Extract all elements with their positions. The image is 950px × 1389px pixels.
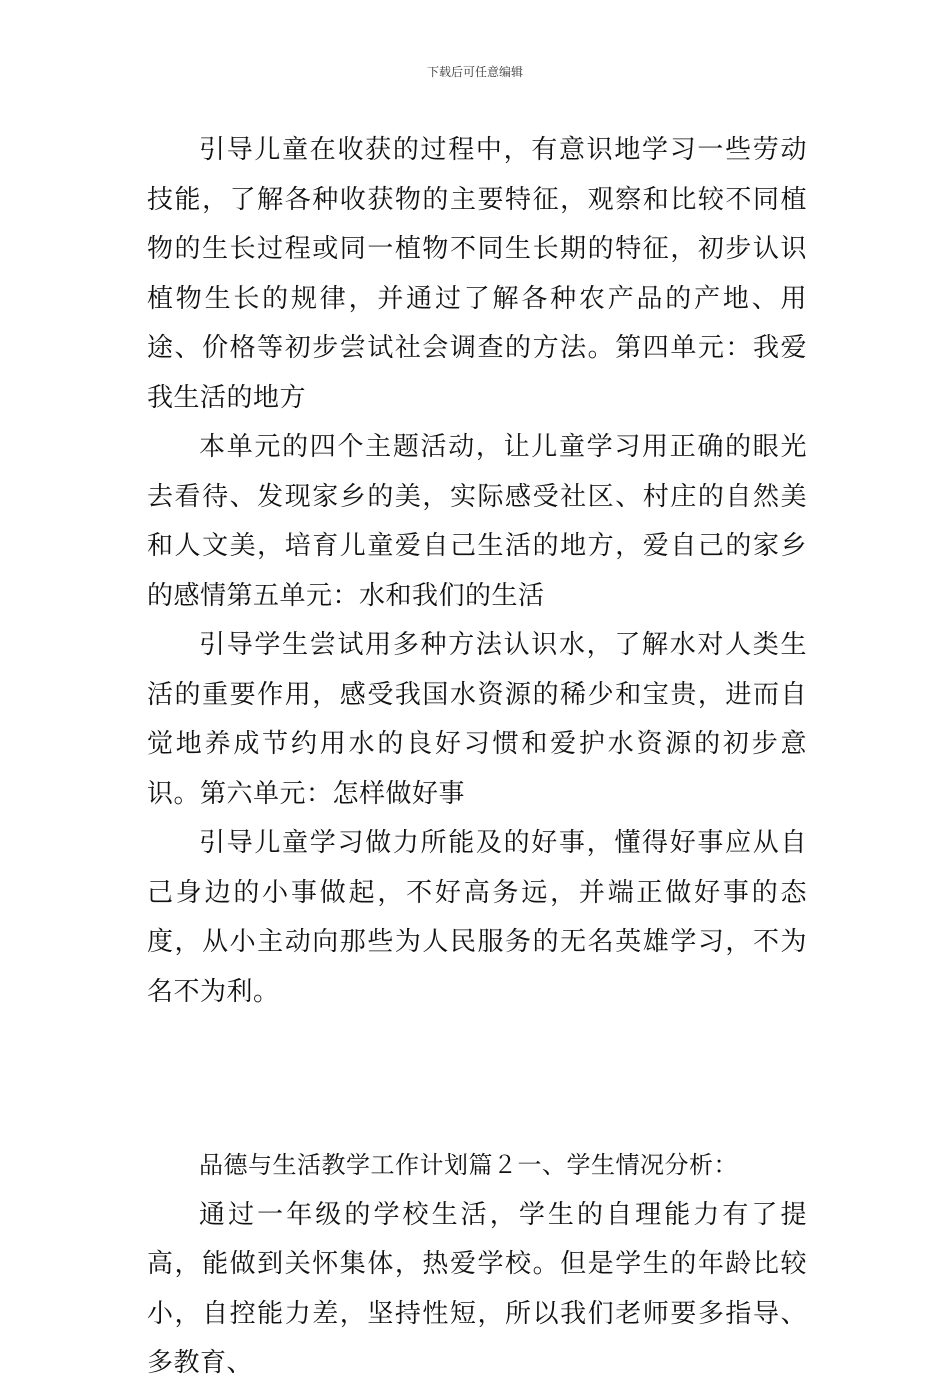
paragraph-hometown: 本单元的四个主题活动，让儿童学习用正确的眼光去看待、发现家乡的美，实际感受社区、村庄的自然美和人文美，培育儿童爱自己生活的地方，爱自己的家乡的感情第五单元：水和我们的生活 — [147, 432, 807, 611]
paragraph-water: 引导学生尝试用多种方法认识水，了解水对人类生活的重要作用，感受我国水资源的稀少和宝贵，进而自觉地养成节约用水的良好习惯和爱护水资源的初步意识。第六单元：怎样做好事 — [147, 630, 807, 809]
paragraph-harvest: 引导儿童在收获的过程中，有意识地学习一些劳动技能，了解各种收获物的主要特征，观察和比较不同植物的生长过程或同一植物不同生长期的特征，初步认识植物生长的规律，并通过了解各种农产品的产地、用途、价格等初步尝试社会调查的方法。第四单元：我爱我生活的地方 — [147, 135, 807, 413]
section-gap — [147, 1017, 807, 1141]
section-heading: 品德与生活教学工作计划篇２一、学生情况分析： — [199, 1151, 738, 1179]
document-body — [147, 126, 807, 1389]
paragraph-student-analysis: 通过一年级的学校生活，学生的自理能力有了提高，能做到关怀集体，热爱学校。但是学生的年龄比较小，自控能力差，坚持性短，所以我们老师要多指导、多教育、 — [147, 1199, 807, 1378]
page-header: 下载后可任意编辑 — [426, 65, 523, 79]
paragraph-good-deeds: 引导儿童学习做力所能及的好事，懂得好事应从自己身边的小事做起，不好高务远，并端正做好事的态度，从小主动向那些为人民服务的无名英雄学习，不为名不为利。 — [147, 828, 807, 1007]
